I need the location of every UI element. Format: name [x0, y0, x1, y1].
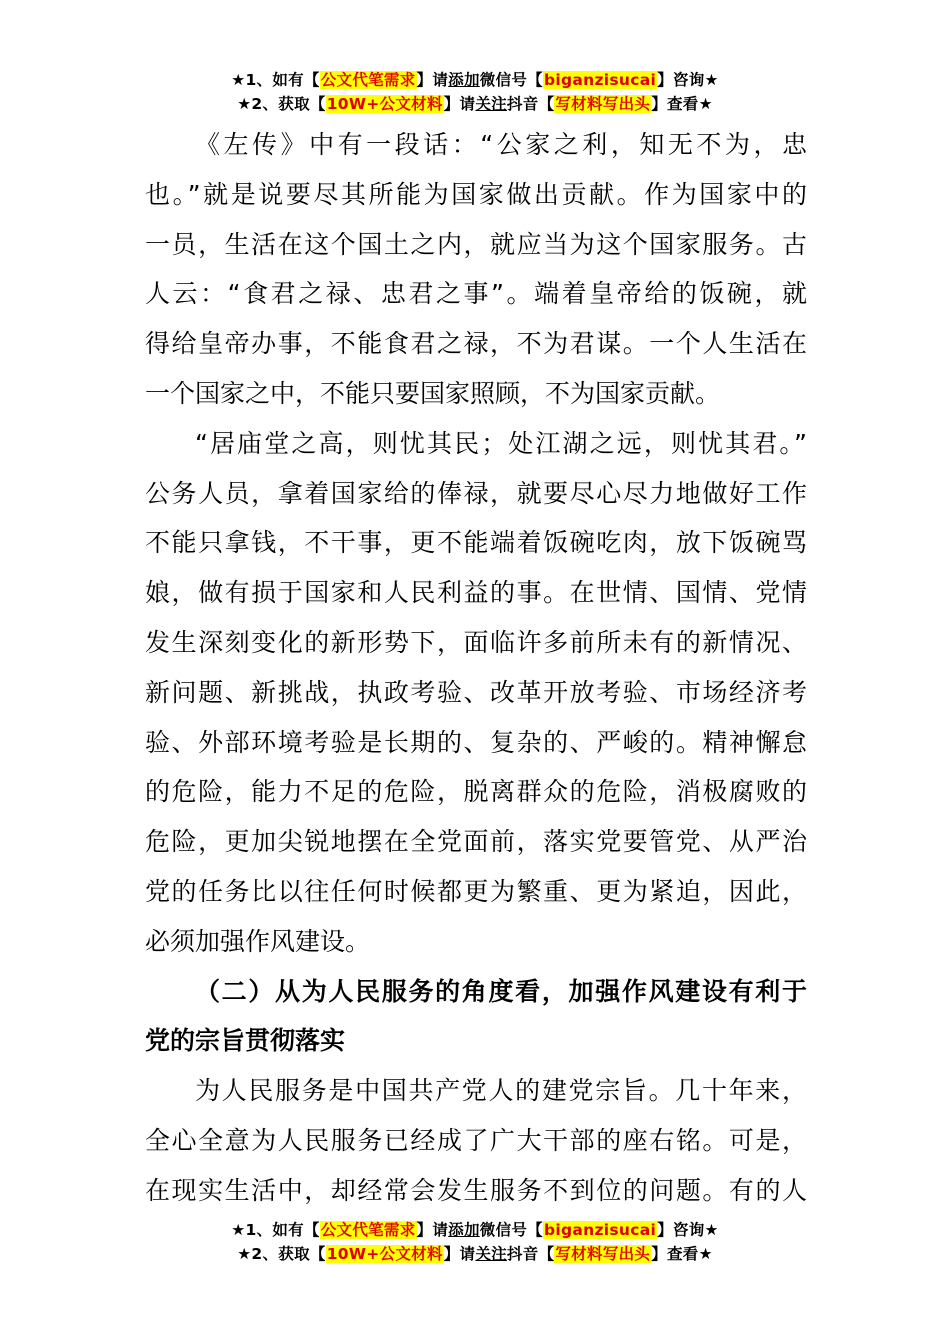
highlight-text: 公文代笔需求	[320, 1221, 416, 1239]
text-line: 人云：“食君之禄、忠君之事”。端着皇帝给的饭碗，就	[145, 279, 807, 309]
text-line: 必须加强作风建设。	[145, 926, 371, 956]
banner-text: 微信号【	[479, 71, 543, 89]
text-line: 《左传》中有一段话：“公家之利，知无不为，忠	[195, 130, 807, 159]
text-line: 新问题、新挑战，执政考验、改革开放考验、市场经济考	[145, 677, 807, 707]
banner-text: 】查看★	[651, 1245, 713, 1263]
highlight-text: 10W+公文材料	[326, 1245, 443, 1263]
text-line: 党的任务比以往任何时候都更为繁重、更为紧迫，因此，	[145, 876, 807, 906]
banner-text: 】咨询★	[657, 71, 719, 89]
heading-line: 党的宗旨贯彻落实	[145, 1026, 346, 1056]
wechat-id-highlight: biganzisucai	[543, 1221, 657, 1239]
douyin-id-highlight: 写材料写出头	[555, 95, 651, 113]
text-line: 全心全意为人民服务已经成了广大干部的座右铭。可是，	[145, 1125, 807, 1155]
banner-text: ★2、获取【	[237, 1245, 326, 1263]
section-heading	[145, 967, 807, 1067]
banner-text: 】请	[443, 95, 476, 113]
banner-text: 】咨询★	[657, 1221, 719, 1239]
banner-line-1	[0, 68, 950, 92]
text-line: 也。”就是说要尽其所能为国家做出贡献。作为国家中的	[145, 179, 807, 209]
banner-text: 】请	[416, 71, 449, 89]
text-line: 为人民服务是中国共产党人的建党宗旨。几十年来，	[195, 1076, 807, 1106]
text-line: 验、外部环境考验是长期的、复杂的、严峻的。精神懈怠	[145, 727, 807, 757]
highlight-text: 10W+公文材料	[326, 95, 443, 113]
text-line: 一个国家之中，不能只要国家照顾，不为国家贡献。	[145, 378, 721, 408]
text-line: 危险，更加尖锐地摆在全党面前，落实党要管党、从严治	[145, 827, 807, 857]
header-banner	[0, 68, 950, 116]
highlight-text: 公文代笔需求	[320, 71, 416, 89]
banner-text: 微信号【	[479, 1221, 543, 1239]
text-line: 在现实生活中，却经常会发生服务不到位的问题。有的人	[145, 1175, 807, 1205]
underlined-text: 添加	[448, 71, 480, 89]
underlined-text: 关注	[475, 1245, 507, 1263]
banner-text: ★1、如有【	[231, 1221, 320, 1239]
text-line: 一员，生活在这个国土之内，就应当为这个国家服务。古	[145, 229, 807, 259]
paragraph-3	[145, 1066, 807, 1215]
heading-line: （二）从为人民服务的角度看，加强作风建设有利于	[195, 976, 807, 1006]
banner-text: ★1、如有【	[231, 71, 320, 89]
douyin-id-highlight: 写材料写出头	[555, 1245, 651, 1263]
banner-text: 抖音【	[506, 95, 555, 113]
footer-banner	[0, 1218, 950, 1266]
text-line: 娘，做有损于国家和人民利益的事。在世情、国情、党情	[145, 578, 807, 608]
text-line: 得给皇帝办事，不能食君之禄，不为君谋。一个人生活在	[145, 329, 807, 359]
banner-text: 】请	[443, 1245, 476, 1263]
text-line: 的危险，能力不足的危险，脱离群众的危险，消极腐败的	[145, 777, 807, 807]
paragraph-2	[145, 419, 807, 967]
banner-text: 】查看★	[651, 95, 713, 113]
text-line: 不能只拿钱，不干事，更不能端着饭碗吃肉，放下饭碗骂	[145, 528, 807, 558]
text-line: 公务人员，拿着国家给的俸禄，就要尽心尽力地做好工作	[145, 478, 807, 508]
banner-line-2	[0, 92, 950, 116]
paragraph-1	[145, 120, 807, 419]
text-line: 发生深刻变化的新形势下，面临许多前所未有的新情况、	[145, 627, 807, 657]
banner-text: 抖音【	[506, 1245, 555, 1263]
underlined-text: 关注	[475, 95, 507, 113]
document-body	[145, 120, 807, 1216]
text-line: “居庙堂之高，则忧其民；处江湖之远，则忧其君。”	[195, 428, 807, 458]
banner-line-2	[0, 1242, 950, 1266]
wechat-id-highlight: biganzisucai	[543, 71, 657, 89]
banner-text: ★2、获取【	[237, 95, 326, 113]
banner-line-1	[0, 1218, 950, 1242]
banner-text: 】请	[416, 1221, 449, 1239]
underlined-text: 添加	[448, 1221, 480, 1239]
